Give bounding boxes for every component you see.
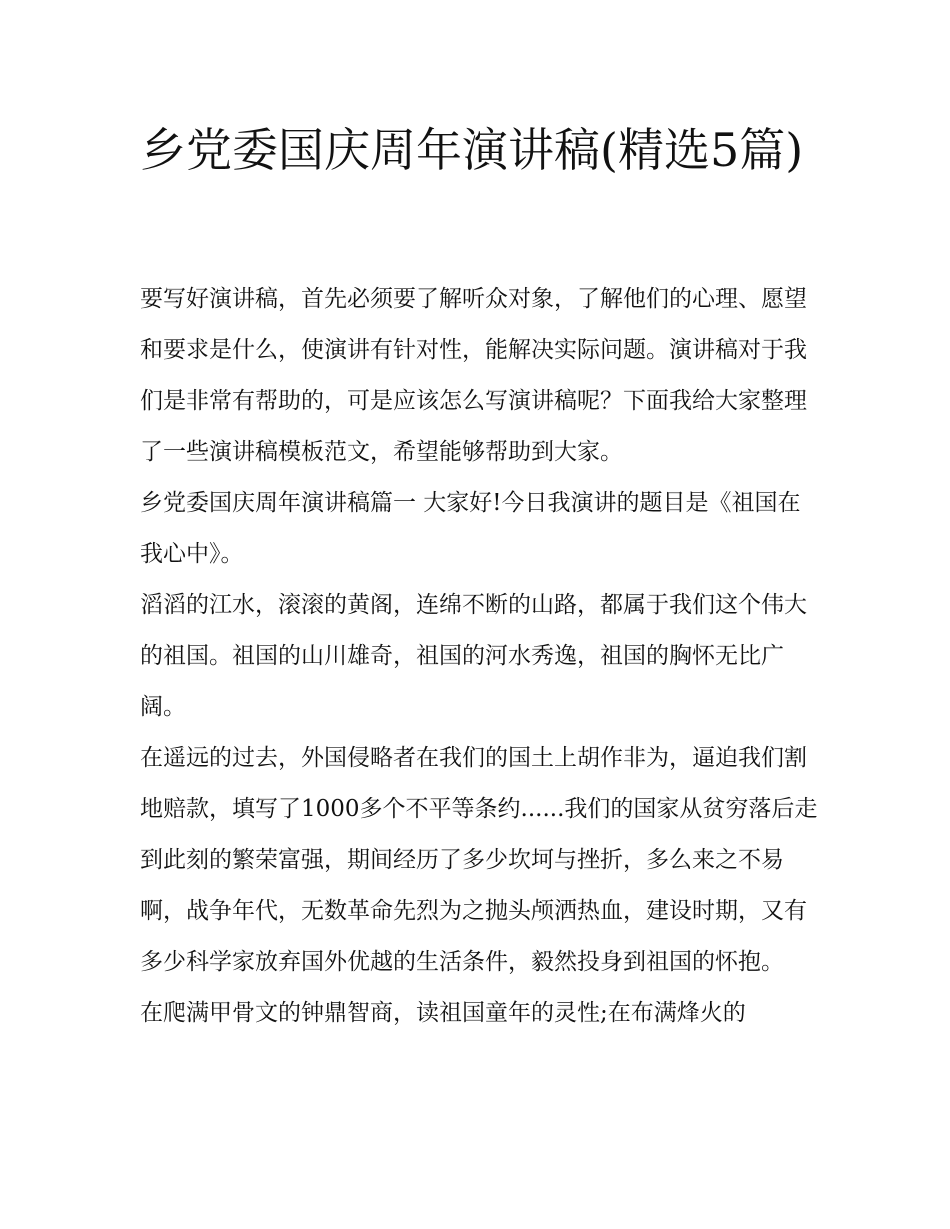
paragraph-intro: 要写好演讲稿，首先必须要了解听众对象，了解他们的心理、愿望和要求是什么，使演讲有针对性，能解决实际问题。演讲稿对于我们是非常有帮助的，可是应该怎么写演讲稿呢？下面我给大家整理了一些演讲稿模板范文，希望能够帮助到大家。	[140, 286, 807, 465]
paragraph-history: 在遥远的过去，外国侵略者在我们的国土上胡作非为，逼迫我们割地赔款，填写了1000多个不平等条约......我们的国家从贫穷落后走到此刻的繁荣富强，期间经历了多少坎坷与挫折，多么来之不易啊，战争年代，无数革命先烈为之抛头颅洒热血，建设时期，又有多少科学家放弃国外优越的生活条件，毅然投身到祖国的怀抱。	[140, 745, 818, 975]
paragraph-greeting: 乡党委国庆周年演讲稿篇一 大家好!今日我演讲的题目是《祖国在我心中》。	[140, 490, 801, 567]
document-body	[140, 274, 820, 1039]
paragraph-culture: 在爬满甲骨文的钟鼎智商，读祖国童年的灵性;在布满烽火的	[140, 1000, 746, 1026]
document-title: 乡党委国庆周年演讲稿(精选5篇)	[140, 123, 804, 177]
paragraph-landscape: 滔滔的江水，滚滚的黄阁，连绵不断的山路，都属于我们这个伟大的祖国。祖国的山川雄奇，祖国的河水秀逸，祖国的胸怀无比广阔。	[140, 592, 807, 720]
